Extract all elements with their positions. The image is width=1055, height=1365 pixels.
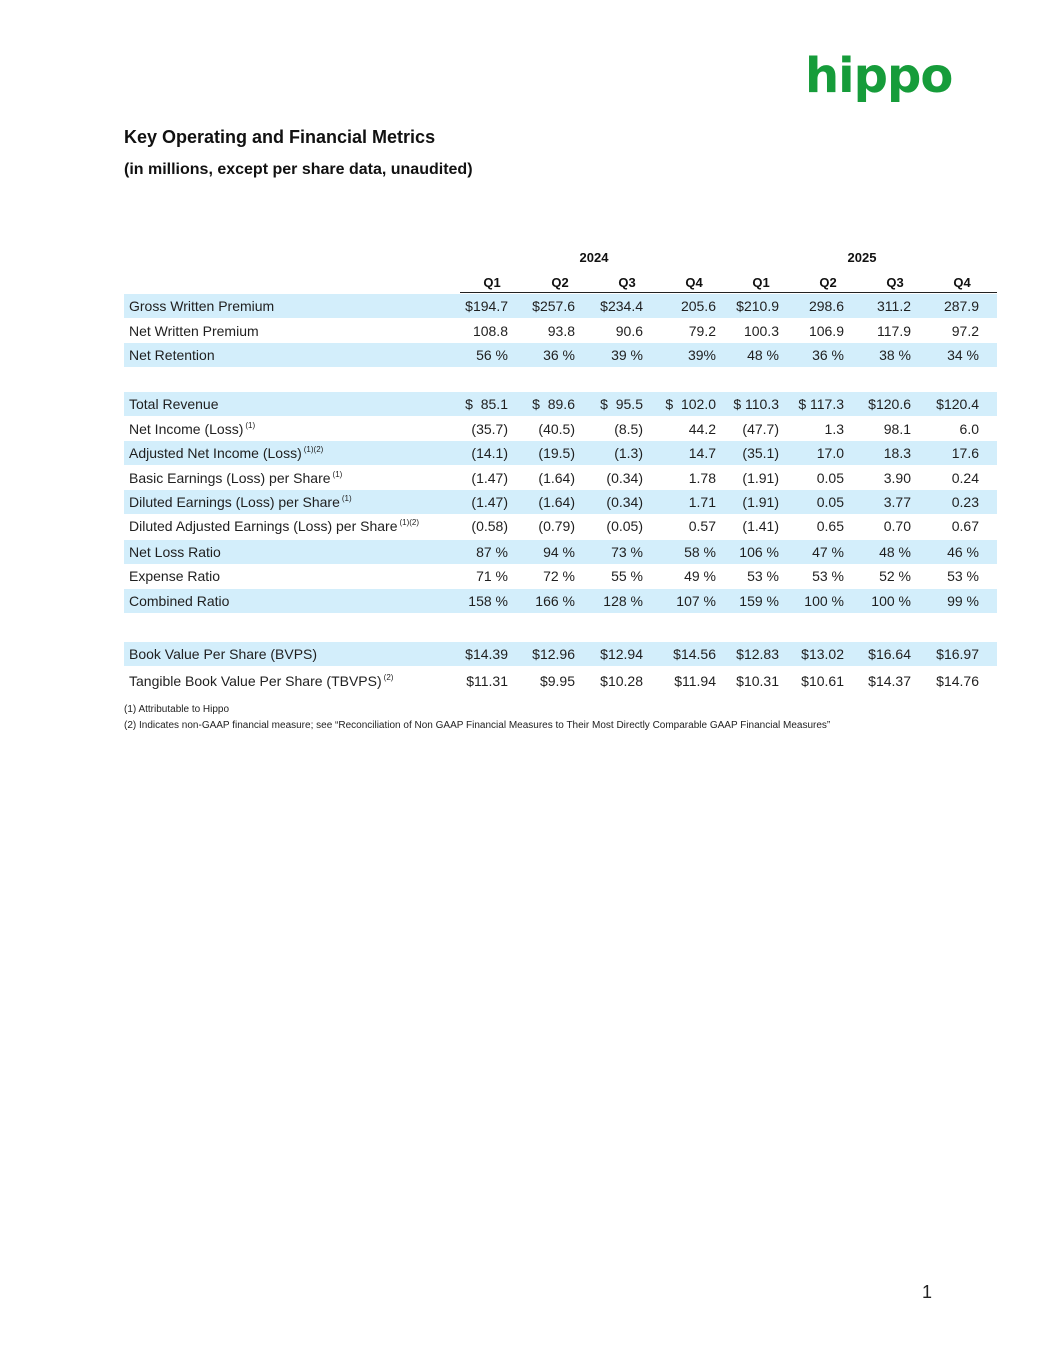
table-cell: 48 % [747,347,779,363]
table-cell: 3.77 [883,494,911,510]
table-cell: $12.83 [736,646,779,662]
table-cell: (1.47) [471,494,508,510]
table-cell: $ 95.5 [600,396,643,412]
footnote-2: (2) Indicates non-GAAP financial measure; see “Reconciliation of Non GAAP Financial Measures to Their Most Directly Comparable GAAP Financial Measures” [124,720,831,731]
table-cell: (1.64) [538,470,575,486]
row-label-text: Book Value Per Share (BVPS) [129,646,318,662]
table-cell: (19.5) [538,445,575,461]
table-cell: 0.24 [951,470,979,486]
table-row [124,589,997,613]
table-cell: 53 % [947,568,979,584]
table-cell: $14.39 [465,646,508,662]
quarter-header: Q2 [551,275,569,290]
year-header-2024: 2024 [579,250,609,265]
table-cell: (0.79) [538,518,575,534]
row-label [129,298,274,314]
table-cell: 14.7 [688,445,716,461]
row-label [129,593,229,609]
table-cell: 3.90 [883,470,911,486]
quarter-header: Q1 [483,275,501,290]
table-row [124,417,997,441]
table-cell: (0.05) [606,518,643,534]
table-cell: $10.31 [736,673,779,689]
row-label [129,518,419,534]
table-cell: 39% [687,347,716,363]
table-cell: 44.2 [688,421,716,437]
table-cell: $12.94 [600,646,643,662]
row-label-text: Expense Ratio [129,568,221,584]
table-cell: (0.34) [606,494,643,510]
table-cell: (1.47) [471,470,508,486]
row-label [129,347,215,363]
table-cell: 48 % [879,544,911,560]
table-cell: $10.28 [600,673,643,689]
table-cell: 0.70 [883,518,911,534]
table-cell: 39 % [611,347,643,363]
table-row [124,466,997,490]
footnote-marker: (1) [245,421,256,430]
table-cell: (0.34) [606,470,643,486]
quarter-header: Q1 [752,275,770,290]
table-cell: (1.64) [538,494,575,510]
table-cell: (35.7) [471,421,508,437]
row-label [129,646,317,662]
quarter-header-row [124,273,997,293]
table-cell: $ 89.6 [532,396,575,412]
row-label [129,323,259,339]
table-cell: $ 117.3 [798,396,844,412]
table-cell: 98.1 [883,421,911,437]
table-cell: 90.6 [615,323,643,339]
table-cell: 34 % [947,347,979,363]
table-cell: 0.05 [816,494,844,510]
table-cell: $11.31 [466,673,508,689]
page-title: Key Operating and Financial Metrics [124,127,436,147]
table-row [124,564,997,588]
table-cell: 47 % [812,544,844,560]
table-cell: 17.0 [816,445,844,461]
footnote-1: (1) Attributable to Hippo [124,704,230,715]
table-cell: 0.57 [688,518,716,534]
row-label [129,470,342,486]
table-cell: 58 % [684,544,716,560]
table-cell: 0.67 [951,518,979,534]
table-cell: 18.3 [883,445,911,461]
row-label-text: Net Loss Ratio [129,544,221,560]
table-cell: (8.5) [614,421,643,437]
table-cell: $120.4 [936,396,979,412]
table-row [124,490,997,514]
row-label-text: Adjusted Net Income (Loss) [129,445,302,461]
row-label [129,396,219,412]
footnote-marker: (1) [341,494,352,503]
table-row [124,343,997,367]
table-cell: 6.0 [959,421,979,437]
table-cell: (35.1) [742,445,779,461]
table-cell: 46 % [947,544,979,560]
table-cell: $13.02 [801,646,844,662]
table-cell: 56 % [476,347,508,363]
footnote-marker: (1)(2) [303,445,324,454]
table-cell: 36 % [812,347,844,363]
table-cell: $210.9 [736,298,779,314]
quarter-header: Q4 [685,275,703,290]
row-label-text: Net Retention [129,347,215,363]
table-cell: 93.8 [547,323,575,339]
row-label [129,568,220,584]
table-cell: 49 % [684,568,716,584]
table-cell: 0.65 [816,518,844,534]
row-label-text: Gross Written Premium [129,298,275,314]
table-cell: $14.76 [936,673,979,689]
hippo-logo: hippo [805,48,953,104]
row-label-text: Basic Earnings (Loss) per Share [129,470,331,486]
row-label-text: Total Revenue [129,396,219,412]
table-cell: $120.6 [868,396,911,412]
table-cell: 79.2 [688,323,716,339]
table-cell: 73 % [611,544,643,560]
row-label [129,421,255,437]
table-cell: (14.1) [471,445,508,461]
table-cell: 55 % [611,568,643,584]
quarter-header: Q4 [953,275,971,290]
header-underline [460,292,997,293]
quarter-header: Q3 [618,275,636,290]
quarter-header: Q3 [886,275,904,290]
row-label-text: Tangible Book Value Per Share (TBVPS) [129,673,382,689]
table-cell: (47.7) [742,421,779,437]
table-cell: 0.05 [816,470,844,486]
table-cell: 99 % [947,593,979,609]
table-cell: $10.61 [801,673,844,689]
table-cell: 205.6 [680,298,716,314]
table-cell: $11.94 [674,673,716,689]
table-cell: 298.6 [808,298,844,314]
table-cell: $234.4 [600,298,643,314]
table-cell: 87 % [476,544,508,560]
table-cell: 53 % [747,568,779,584]
table-cell: 53 % [812,568,844,584]
table-cell: 97.2 [951,323,979,339]
table-cell: 158 % [468,593,508,609]
table-cell: 100 % [871,593,911,609]
table-row [124,441,997,465]
row-label-text: Net Written Premium [129,323,259,339]
table-cell: 0.23 [951,494,979,510]
row-label [129,544,221,560]
row-label-text: Net Income (Loss) [129,421,244,437]
table-row [124,540,997,564]
table-cell: 17.6 [951,445,979,461]
table-row [124,392,997,416]
table-cell: 100.3 [743,323,779,339]
table-cell: 72 % [543,568,575,584]
table-cell: 108.8 [472,323,508,339]
table-cell: (40.5) [538,421,575,437]
table-cell: 1.78 [688,470,716,486]
table-cell: $9.95 [539,673,575,689]
table-cell: 36 % [543,347,575,363]
table-row [124,514,997,538]
table-cell: 117.9 [877,323,911,339]
row-label [129,445,323,461]
table-cell: $ 85.1 [465,396,508,412]
table-cell: $12.96 [532,646,575,662]
row-label [129,673,393,689]
table-cell: 128 % [603,593,643,609]
table-cell: 166 % [535,593,575,609]
table-cell: 159 % [739,593,779,609]
table-cell: $16.64 [868,646,911,662]
table-cell: 52 % [879,568,911,584]
table-cell: $194.7 [465,298,508,314]
table-cell: $14.56 [673,646,716,662]
table-cell: 38 % [879,347,911,363]
table-cell: $14.37 [868,673,911,689]
quarter-header: Q2 [819,275,837,290]
footnote-marker: (1) [332,470,343,479]
row-label-text: Combined Ratio [129,593,230,609]
table-cell: 1.71 [688,494,716,510]
footnote-marker: (2) [383,673,394,682]
table-cell: 71 % [476,568,508,584]
table-cell: 311.2 [877,298,911,314]
table-cell: 107 % [676,593,716,609]
year-header-2025: 2025 [847,250,877,265]
row-label [129,494,352,510]
table-cell: 100 % [804,593,844,609]
table-cell: $ 110.3 [733,396,779,412]
table-row [124,319,997,343]
row-label-text: Diluted Adjusted Earnings (Loss) per Share [129,518,398,534]
table-cell: 1.3 [824,421,844,437]
table-cell: $ 102.0 [665,396,716,412]
table-cell: 106.9 [808,323,844,339]
footnote-marker: (1)(2) [399,518,420,527]
table-cell: (1.91) [742,470,779,486]
table-cell: 94 % [543,544,575,560]
table-cell: 287.9 [943,298,979,314]
table-cell: 106 % [739,544,779,560]
table-row [124,642,997,666]
page-subtitle: (in millions, except per share data, unaudited) [124,161,473,178]
table-row [124,294,997,318]
table-cell: (1.91) [742,494,779,510]
table-row [124,669,997,693]
table-cell: $16.97 [936,646,979,662]
table-cell: (1.41) [742,518,779,534]
table-cell: (0.58) [471,518,508,534]
page-number: 1 [922,1282,933,1302]
row-label-text: Diluted Earnings (Loss) per Share [129,494,340,510]
table-cell: (1.3) [614,445,643,461]
table-cell: $257.6 [532,298,575,314]
